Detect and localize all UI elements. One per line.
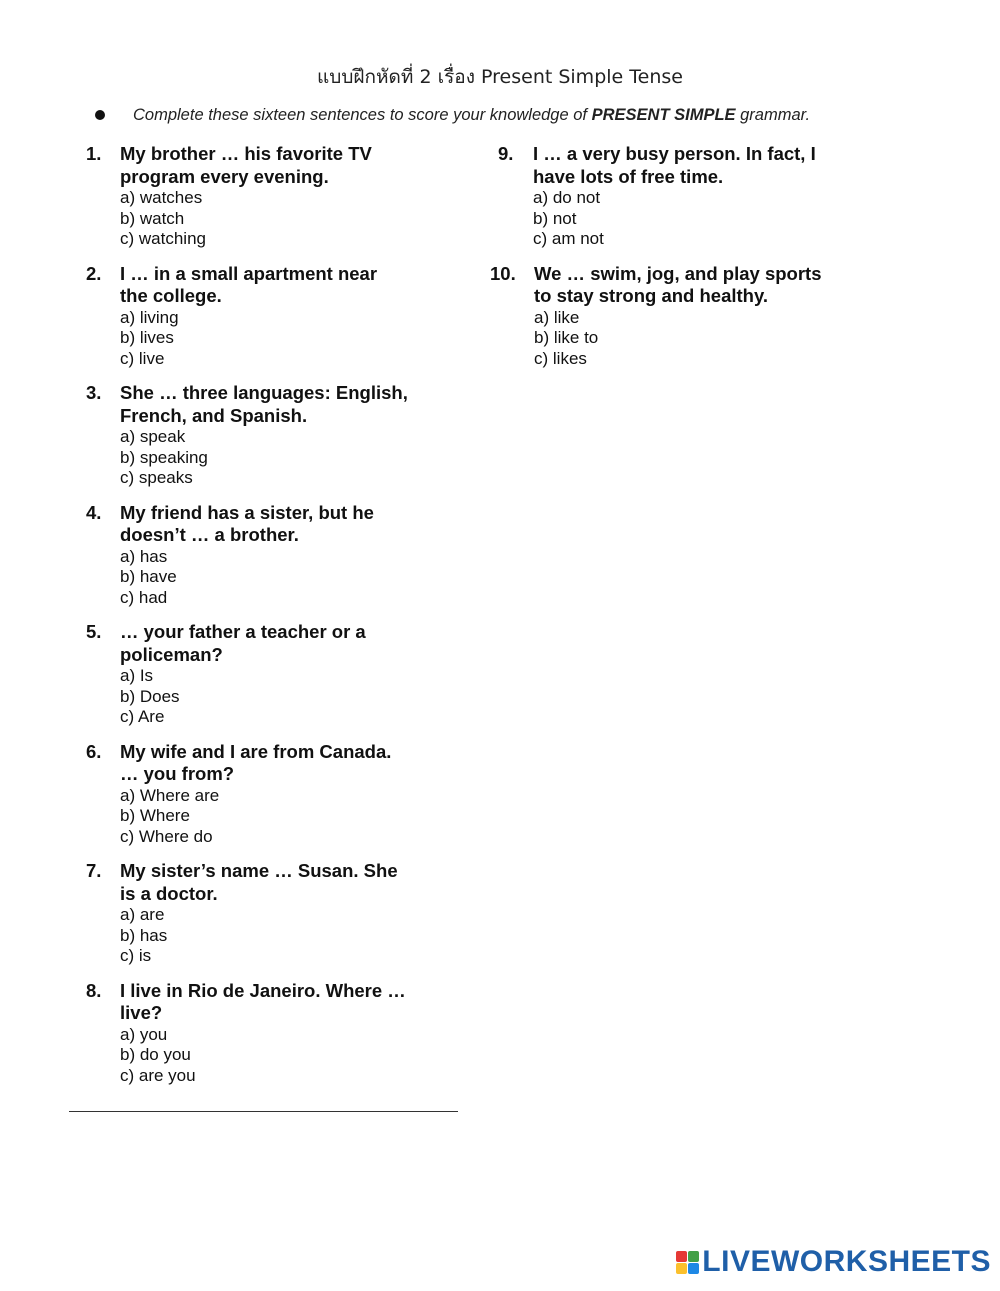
stem-line: My wife and I are from Canada. <box>120 740 392 762</box>
question-stem <box>120 741 446 786</box>
option-a[interactable]: a) speak <box>120 427 186 446</box>
logo-square <box>676 1263 687 1274</box>
question-4 <box>86 502 446 609</box>
question-stem <box>533 143 850 188</box>
question-stem <box>120 263 446 308</box>
option-a[interactable]: a) Is <box>120 666 154 685</box>
question-10 <box>490 263 850 370</box>
option-c[interactable]: c) Where do <box>120 826 213 846</box>
question-5 <box>86 621 446 728</box>
worksheet-title: แบบฝึกหัดที่ 2 เรื่อง Present Simple Tense <box>317 66 683 88</box>
stem-line: the college. <box>120 285 222 306</box>
stem-line: is a doctor. <box>120 882 218 904</box>
question-8 <box>86 980 446 1087</box>
stem-line: live? <box>120 1002 163 1023</box>
option-a[interactable]: a) are <box>120 905 165 924</box>
option-b[interactable]: b) Does <box>120 686 180 706</box>
instruction-text <box>133 106 810 124</box>
option-c[interactable]: c) is <box>120 946 152 965</box>
stem-line: have lots of free time. <box>533 165 724 187</box>
question-number: 2. <box>86 262 102 284</box>
option-a[interactable]: a) like <box>534 307 580 327</box>
stem-line: She … three languages: English, <box>120 382 408 403</box>
option-b[interactable]: b) not <box>533 208 577 228</box>
question-stem <box>120 382 446 427</box>
question-stem <box>120 502 446 547</box>
question-number: 4. <box>86 501 102 523</box>
stem-line: I … a very busy person. In fact, I <box>533 143 816 164</box>
option-a[interactable]: a) watches <box>120 188 203 207</box>
question-number: 5. <box>86 621 102 642</box>
question-number: 10. <box>490 262 516 284</box>
option-a[interactable]: a) living <box>120 307 179 327</box>
stem-line: My sister’s name … Susan. She <box>120 860 398 881</box>
question-number: 1. <box>86 143 102 164</box>
question-6 <box>86 741 446 848</box>
option-c[interactable]: c) watching <box>120 229 206 248</box>
question-stem <box>120 860 446 905</box>
option-b[interactable]: b) speaking <box>120 447 208 467</box>
option-a[interactable]: a) do not <box>533 188 601 207</box>
option-c[interactable]: c) speaks <box>120 468 193 487</box>
option-a[interactable]: a) you <box>120 1024 168 1044</box>
option-c[interactable]: c) live <box>120 348 165 368</box>
bullet-icon <box>95 110 105 120</box>
left-column <box>86 143 446 1099</box>
stem-line: program every evening. <box>120 165 329 187</box>
option-a[interactable]: a) Where are <box>120 785 220 805</box>
logo-square <box>688 1251 699 1262</box>
logo-text: LIVEWORKSHEETS <box>702 1245 991 1278</box>
divider-line <box>69 1111 458 1112</box>
stem-line: My brother … his favorite TV <box>120 143 372 164</box>
stem-line: to stay strong and healthy. <box>534 285 769 306</box>
option-c[interactable]: c) are you <box>120 1065 196 1085</box>
option-c[interactable]: c) likes <box>534 348 587 368</box>
question-stem <box>120 143 446 188</box>
option-b[interactable]: b) watch <box>120 208 185 228</box>
question-3 <box>86 382 446 489</box>
stem-line: My friend has a sister, but he <box>120 501 374 523</box>
question-2 <box>86 263 446 370</box>
stem-line: … your father a teacher or a <box>120 621 366 642</box>
stem-line: I live in Rio de Janeiro. Where … <box>120 979 406 1001</box>
option-c[interactable]: c) Are <box>120 707 165 726</box>
instruction-before: Complete these sixteen sentences to score your knowledge of <box>133 106 592 124</box>
question-stem <box>534 263 850 308</box>
question-number: 7. <box>86 860 102 881</box>
question-number: 8. <box>86 979 102 1001</box>
option-b[interactable]: b) lives <box>120 328 174 347</box>
question-9 <box>490 143 850 250</box>
logo-square <box>688 1263 699 1274</box>
option-b[interactable]: b) like to <box>534 328 599 347</box>
option-b[interactable]: b) have <box>120 567 177 586</box>
question-number: 6. <box>86 740 102 762</box>
option-b[interactable]: b) do you <box>120 1045 191 1064</box>
question-number: 9. <box>498 143 514 164</box>
liveworksheets-mark-icon <box>676 1251 699 1274</box>
instruction-after: grammar. <box>735 106 811 124</box>
stem-line: … you from? <box>120 763 235 784</box>
stem-line: doesn’t … a brother. <box>120 524 299 545</box>
question-7 <box>86 860 446 967</box>
stem-line: policeman? <box>120 643 223 665</box>
stem-line: I … in a small apartment near <box>120 262 378 284</box>
option-a[interactable]: a) has <box>120 546 168 566</box>
question-1 <box>86 143 446 250</box>
question-number: 3. <box>86 382 102 403</box>
option-c[interactable]: c) am not <box>533 229 604 248</box>
option-b[interactable]: b) has <box>120 925 168 945</box>
stem-line: We … swim, jog, and play sports <box>534 262 822 284</box>
option-b[interactable]: b) Where <box>120 806 190 825</box>
logo-square <box>676 1251 687 1262</box>
question-stem <box>120 621 446 666</box>
question-stem <box>120 980 446 1025</box>
instruction <box>95 106 810 125</box>
stem-line: French, and Spanish. <box>120 404 308 426</box>
option-c[interactable]: c) had <box>120 587 168 607</box>
instruction-bold: PRESENT SIMPLE <box>591 106 736 124</box>
right-column <box>490 143 850 382</box>
liveworksheets-logo <box>676 1245 991 1278</box>
